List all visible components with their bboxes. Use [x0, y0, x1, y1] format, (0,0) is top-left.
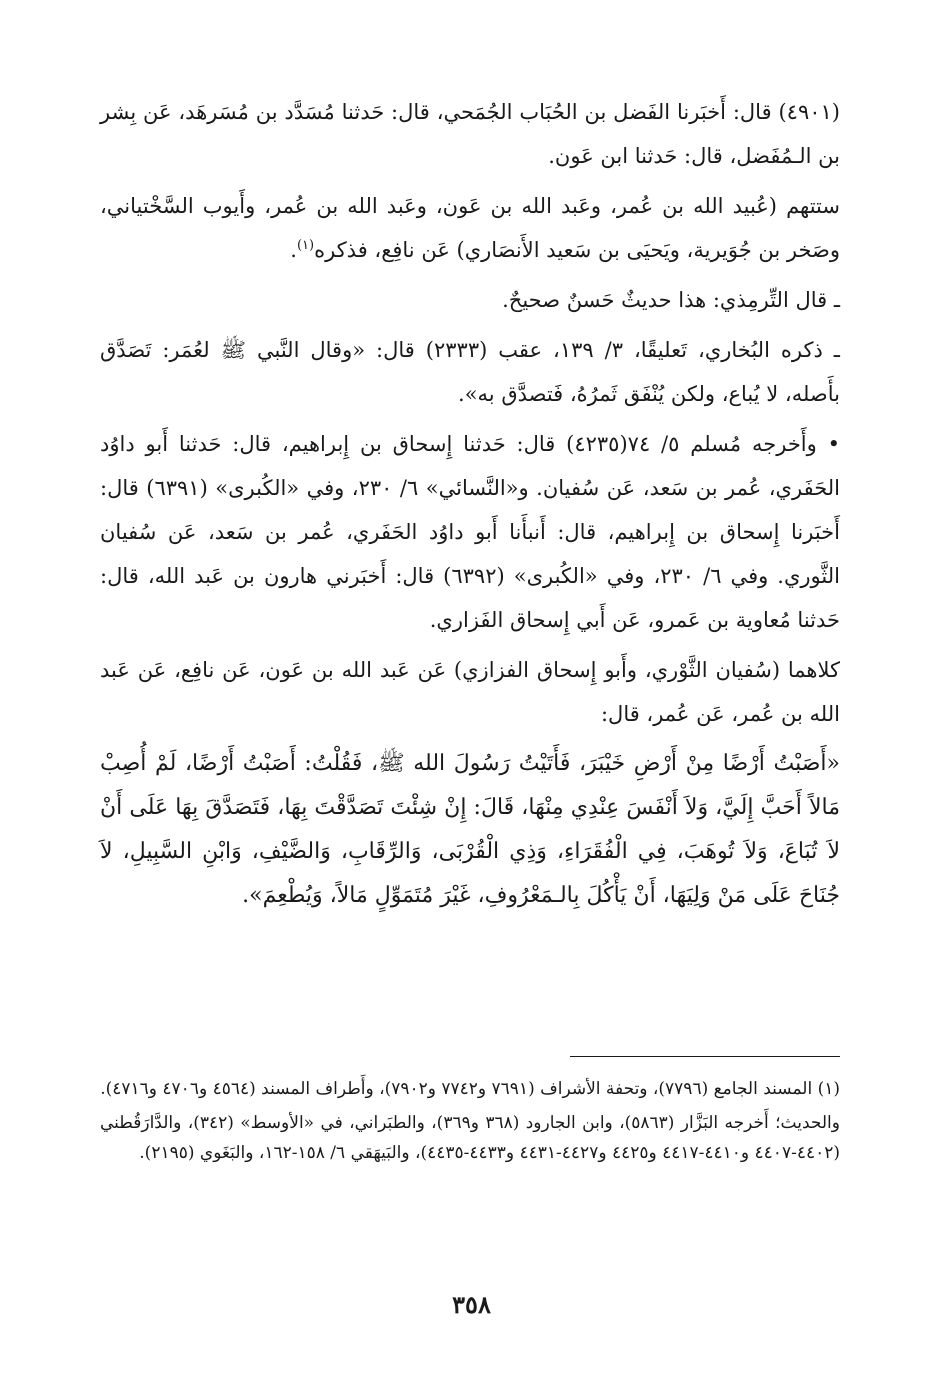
page-body	[100, 90, 840, 924]
footnote-ref: (١)	[296, 238, 315, 253]
narrators-text: ستتهم (عُبيد الله بن عُمر، وعَبد الله بن عَون، وعَبد الله بن عُمر، وأَيوب السَّخْتياني، وصَخر بن جُوَيرية، ويَحيَى بن سَعيد الأَنصَاري) عَن نافِع، فذكره	[100, 194, 840, 262]
footnote-2: والحديث؛ أَخرجه البَزَّار (٥٨٦٣)، وابن الجارود (٣٦٨ و٣٦٩)، والطبَراني، في «الأوسط» (٣٤٢)، والدَّارَقُطني (٤٤٠٢-٤٤٠٧ و٤٤١٠-٤٤١٧ و٤٤٢٥ و٤٤٢٧-٤٤٣١ و٤٤٣٣-٤٤٣٥)، والبَيهَقي ٦/ ١٥٨-١٦٢، والبَغَوي (٢١٩٥).	[100, 1113, 840, 1163]
tirmidhi-grading: ـ قال التِّرمِذي: هذا حديثٌ حَسنٌ صحيحٌ.	[502, 288, 840, 312]
hadith-chain-paragraph: (٤٩٠١) قال: أَخبَرنا الفَضل بن الحُبَاب الجُمَحي، قال: حَدثنا مُسَدَّد بن مُسَرهَد، عَن بِشر بن الـمُفَضل، قال: حَدثنا ابن عَون.	[100, 100, 840, 168]
muslim-nasai-reference: • وأَخرجه مُسلم ٥/ ٧٤(٤٢٣٥) قال: حَدثنا إِسحاق بن إِبراهيم، قال: حَدثنا أَبو داوُد الحَفَري، عُمر بن سَعد، عَن سُفيان. و«النَّسائي» ٦/ ٢٣٠، وفي «الكُبرى» (٦٣٩١) قال: أَخبَرنا إِسحاق بن إِبراهيم، قال: أَنبأَنا أَبو داوُد الحَفَري، عُمر بن سَعد، عَن سُفيان الثَّوري. وفي ٦/ ٢٣٠، وفي «الكُبرى» (٦٣٩٢) قال: أَخبَرني هارون بن عَبد الله، قال: حَدثنا مُعاوية بن عَمرو، عَن أَبي إِسحاق الفَزاري.	[100, 432, 840, 632]
footnote-divider	[570, 1056, 840, 1057]
page-number: ٣٥٨	[452, 1290, 491, 1319]
narrators-paragraph: ستتهم (عُبيد الله بن عُمر، وعَبد الله بن عَون، وعَبد الله بن عُمر، وأَيوب السَّخْتياني، وصَخر بن جُوَيرية، ويَحيَى بن سَعيد الأَنصَاري) عَن نافِع، فذكره$^{(١)}$.	[100, 194, 840, 262]
footnotes-section	[100, 1074, 840, 1172]
common-chain-paragraph: كلاهما (سُفيان الثَّوْري، وأَبو إِسحاق الفزازي) عَن عَبد الله بن عَون، عَن نافِع، عَن عَبد الله بن عُمر، عَن عُمر، قال:	[100, 658, 840, 726]
footnote-1: (١) المسند الجامع (٧٧٩٦)، وتحفة الأشراف (٧٦٩١ و٧٧٤٢ و٧٩٠٢)، وأَطراف المسند (٤٥٦٤ و٤٧٠٦ و٤٧١٦).	[100, 1079, 840, 1099]
bukhari-reference: ـ ذكره البُخاري، تَعليقًا، ٣/ ١٣٩، عقب (٢٣٣٣) قال: «وقال النَّبي ﷺ لعُمَر: تَصَدَّق بأَصله، لا يُباع، ولكن يُنْفَق ثَمرُهُ، فَتصدَّق به».	[100, 338, 840, 406]
hadith-text: «أَصَبْتُ أَرْضًا مِنْ أَرْضِ خَيْبَرَ، فَأَتَيْتُ رَسُولَ الله ﷺ، فَقُلْتُ: أَصَبْتُ أَرْضًا، لَمْ أُصِبْ مَالاً أَحَبَّ إِلَيَّ، وَلاَ أَنْفَسَ عِنْدِي مِنْهَا، قَالَ: إِنْ شِئْتَ تَصَدَّقْتَ بِهَا، فَتَصَدَّقَ بِهَا عَلَى أَنْ لاَ تُبَاعَ، وَلاَ تُوهَبَ، فِي الْفُقَرَاءِ، وَذِي الْقُرْبَى، وَالرِّقَابِ، وَالضَّيْفِ، وَابْنِ السَّبِيلِ، لاَ جُنَاحَ عَلَى مَنْ وَلِيَهَا، أَنْ يَأْكُلَ بِالـمَعْرُوفِ، غَيْرَ مُتَمَوِّلٍ مَالاً، وَيُطْعِمَ».	[100, 751, 840, 908]
